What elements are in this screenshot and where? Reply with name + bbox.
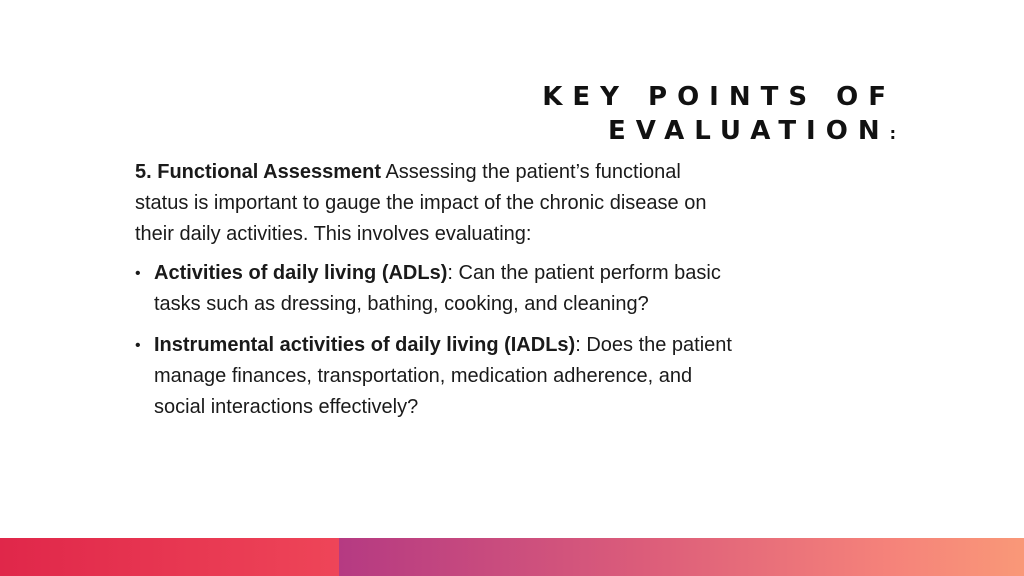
slide-content xyxy=(135,157,735,433)
bullet-term: Activities of daily living (ADLs) xyxy=(154,262,448,284)
bullet-item-adls xyxy=(135,258,735,320)
intro-paragraph xyxy=(135,157,735,250)
intro-heading: 5. Functional Assessment xyxy=(135,161,381,183)
slide-title xyxy=(476,80,896,151)
bullet-icon: • xyxy=(135,265,141,282)
footer-bar-left xyxy=(0,538,339,576)
footer-bar-right xyxy=(339,538,1024,576)
bullet-text: : Does the patient manage finances, transportation, medication adherence, and social interactions effectively? xyxy=(154,334,732,418)
bullet-item-iadls xyxy=(135,330,735,423)
intro-text: Assessing the patient’s functional status is important to gauge the impact of the chronic disease on their daily activities. This involves evaluating: xyxy=(135,161,707,245)
bullet-text: : Can the patient perform basic tasks such as dressing, bathing, cooking, and cleaning? xyxy=(154,262,721,315)
bullet-icon: • xyxy=(135,337,141,354)
bullet-list xyxy=(135,258,735,423)
title-line-1: KEY POINTS OF xyxy=(542,82,896,112)
title-colon: : xyxy=(889,124,896,143)
title-line-2: EVALUATION xyxy=(608,116,890,146)
bullet-term: Instrumental activities of daily living (IADLs) xyxy=(154,334,576,356)
